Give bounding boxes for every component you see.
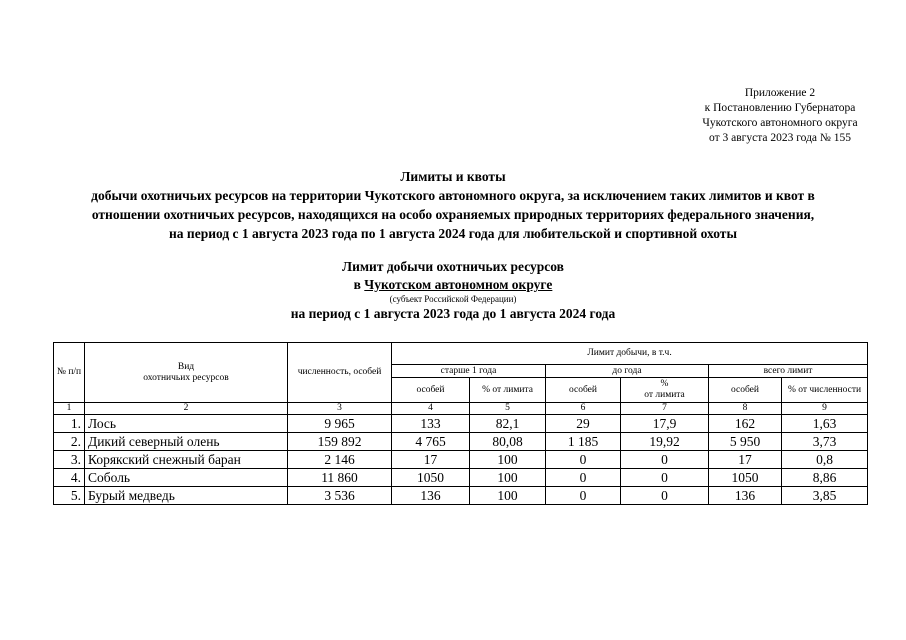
cell-total-pct: 3,85 [782,487,868,505]
limits-table [53,342,868,505]
header-pct-text: от лимита [644,390,685,400]
column-number: 9 [782,403,868,415]
cell-species: Бурый медведь [85,487,288,505]
cell-count: 159 892 [288,433,392,451]
column-number: 2 [85,403,288,415]
cell-no: 3. [54,451,85,469]
cell-count: 9 965 [288,415,392,433]
cell-total-individuals: 136 [709,487,782,505]
header-species-line2: охотничьих ресурсов [143,372,229,383]
limit-title: Лимит добычи охотничьих ресурсов [342,259,564,274]
appendix-line: к Постановлению Губернатора [704,102,856,114]
cell-species: Корякский снежный баран [85,451,288,469]
cell-count: 3 536 [288,487,392,505]
cell-total-individuals: 17 [709,451,782,469]
cell-older-pct: 82,1 [470,415,546,433]
header-cell-species [85,343,288,403]
cell-older-individuals: 136 [392,487,470,505]
column-number-row [54,403,868,415]
table-row [54,433,868,451]
appendix-line: Чукотского автономного округа [702,117,858,129]
header-cell-total: всего лимит [709,365,868,378]
cell-older-pct: 100 [470,451,546,469]
document-subtitle-line: добычи охотничьих ресурсов на территории Чукотского автономного округа, за исключением таких лимитов и квот в [91,188,815,203]
limit-heading [30,258,876,323]
cell-young-pct: 19,92 [621,433,709,451]
document-heading [30,167,876,243]
limit-region: Чукотском автономном округе [364,277,553,292]
cell-total-pct: 8,86 [782,469,868,487]
cell-older-individuals: 4 765 [392,433,470,451]
cell-young-individuals: 0 [546,469,621,487]
header-cell-pct-limit: % от лимита [470,378,546,403]
cell-total-individuals: 1050 [709,469,782,487]
document-title: Лимиты и квоты [400,169,506,184]
cell-young-individuals: 29 [546,415,621,433]
header-cell-no: № п/п [54,343,85,403]
cell-no: 2. [54,433,85,451]
table-row [54,415,868,433]
column-number: 6 [546,403,621,415]
cell-older-individuals: 1050 [392,469,470,487]
column-number: 7 [621,403,709,415]
cell-count: 2 146 [288,451,392,469]
header-cell-individuals: особей [392,378,470,403]
cell-no: 4. [54,469,85,487]
header-cell-under: до года [546,365,709,378]
limit-region-line [30,276,876,294]
header-cell-count: численность, особей [288,343,392,403]
cell-total-pct: 0,8 [782,451,868,469]
column-number: 8 [709,403,782,415]
cell-no: 1. [54,415,85,433]
header-species-line1: Вид [177,361,195,372]
column-number: 1 [54,403,85,415]
cell-young-individuals: 1 185 [546,433,621,451]
header-cell-limit: Лимит добычи, в т.ч. [392,343,868,365]
header-cell-pct-count: % от численности [782,378,868,403]
limit-region-note: (субъект Российской Федерации) [389,294,517,304]
limit-in-prefix: в [353,277,361,292]
header-pct-sign: % [660,379,669,389]
cell-young-pct: 0 [621,451,709,469]
cell-young-pct: 17,9 [621,415,709,433]
table-row [54,469,868,487]
table-header-row [54,343,868,365]
cell-older-pct: 100 [470,469,546,487]
column-number: 4 [392,403,470,415]
cell-no: 5. [54,487,85,505]
table-row [54,487,868,505]
column-number: 5 [470,403,546,415]
cell-count: 11 860 [288,469,392,487]
document-subtitle-line: на период с 1 августа 2023 года по 1 августа 2024 года для любительской и спортивной охоты [169,226,737,241]
cell-older-pct: 100 [470,487,546,505]
cell-total-pct: 3,73 [782,433,868,451]
header-cell-pct-limit [621,378,709,403]
cell-total-individuals: 5 950 [709,433,782,451]
appendix-line: от 3 августа 2023 года № 155 [708,132,852,144]
cell-species: Соболь [85,469,288,487]
column-number: 3 [288,403,392,415]
cell-young-pct: 0 [621,469,709,487]
cell-young-individuals: 0 [546,487,621,505]
cell-older-individuals: 133 [392,415,470,433]
document-subtitle-line: отношении охотничьих ресурсов, находящихся на особо охраняемых природных территориях федерального значения, [91,207,815,222]
cell-older-pct: 80,08 [470,433,546,451]
cell-older-individuals: 17 [392,451,470,469]
cell-total-individuals: 162 [709,415,782,433]
cell-species: Дикий северный олень [85,433,288,451]
header-cell-individuals: особей [546,378,621,403]
appendix-header [660,86,900,146]
cell-total-pct: 1,63 [782,415,868,433]
table-row [54,451,868,469]
appendix-line: Приложение 2 [744,87,816,99]
cell-species: Лось [85,415,288,433]
cell-young-pct: 0 [621,487,709,505]
cell-young-individuals: 0 [546,451,621,469]
limit-period: на период с 1 августа 2023 года до 1 августа 2024 года [290,306,616,321]
header-cell-individuals: особей [709,378,782,403]
header-cell-older: старше 1 года [392,365,546,378]
